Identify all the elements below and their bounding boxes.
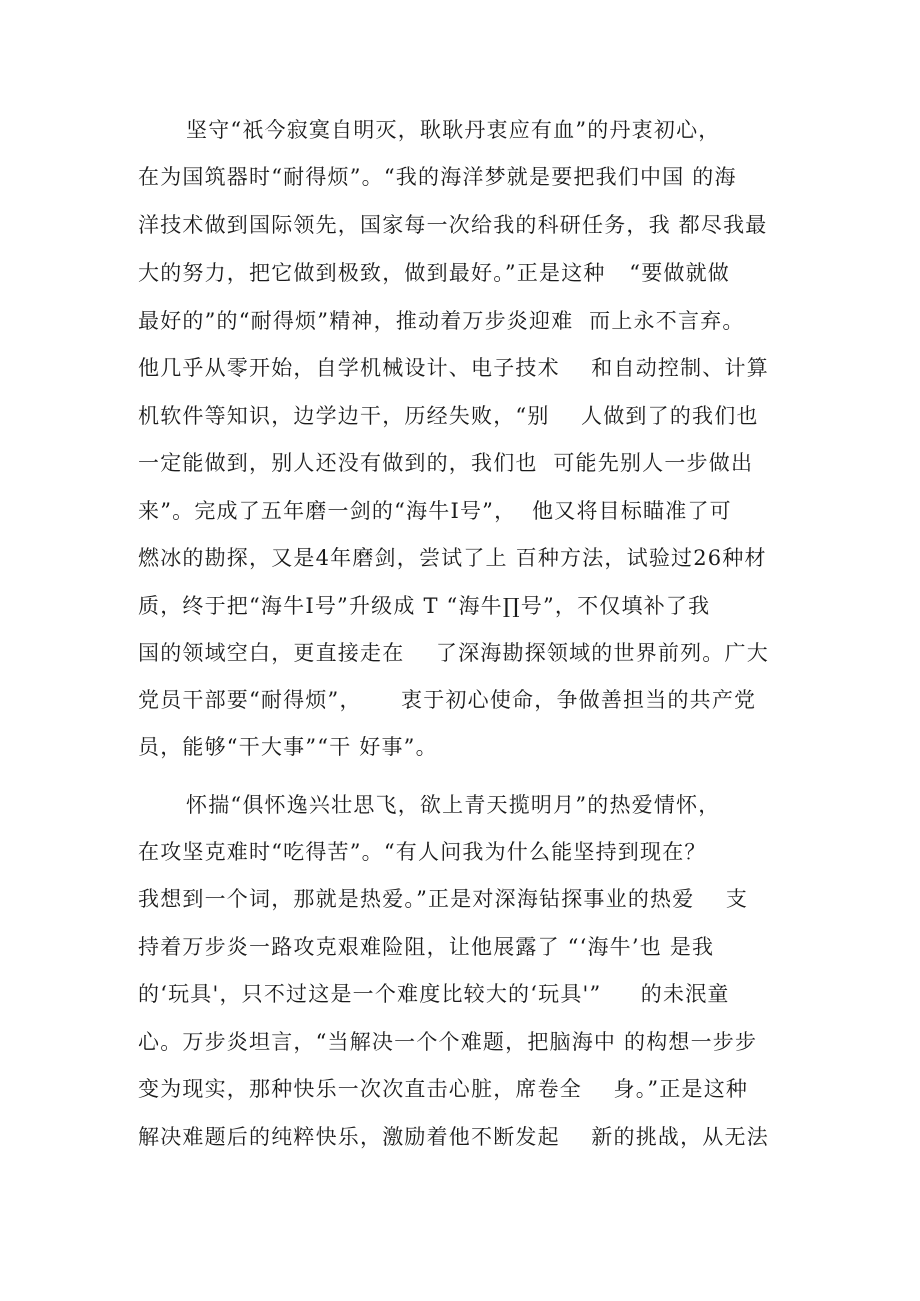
paragraph-line: 我想到一个词，那就是热爱。”正是对深海钻探事业的热爱 支: [138, 887, 749, 911]
paragraph-line: 员，能够“干大事”“干 好事”。: [138, 735, 438, 759]
paragraph-line: 质，终于把“海牛I号”升级成 T “海牛∏号”，不仅填补了我: [138, 594, 711, 618]
paragraph-line: 机软件等知识，边学边干，历经失败，“别 人做到了的我们也: [138, 404, 759, 428]
paragraph-line: 燃冰的勘探，又是4年磨剑，尝试了上 百种方法，试验过26种材: [138, 546, 767, 570]
paragraph-line: 党员干部要“耐得烦”， 衷于初心使命，争做善担当的共产党: [138, 688, 757, 712]
paragraph-line: 一定能做到，别人还没有做到的，我们也 可能先别人一步做出: [138, 451, 754, 475]
paragraph-line: 坚守“祇今寂寞自明灭，耿耿丹衷应有血”的丹衷初心，: [186, 118, 721, 142]
paragraph-line: 来”。完成了五年磨一剑的“海牛I号”， 他又将目标瞄准了可: [138, 499, 732, 523]
paragraph-line: 国的领域空白，更直接走在 了深海勘探领域的世界前列。广大: [138, 641, 769, 665]
paragraph-line: 最好的”的“耐得烦”精神，推动着万步炎迎难 而上永不言弃。: [138, 309, 745, 333]
paragraph-line: 持着万步炎一路攻克艰难险阻，让他展露了 “‘海牛’也 是我: [138, 935, 715, 959]
paragraph-line: 他几乎从零开始，自学机械设计、电子技术 和自动控制、计算: [138, 356, 769, 380]
paragraph-line: 心。万步炎坦言，“当解决一个个难题，把脑海中 的构想一步步: [138, 1030, 758, 1054]
paragraph-line: 洋技术做到国际领先，国家每一次给我的科研任务，我 都尽我最: [138, 213, 768, 237]
paragraph-line: 在攻坚克难时“吃得苦”。“有人问我为什么能坚持到现在？: [138, 840, 707, 864]
paragraph-line: 在为国筑器时“耐得烦”。“我的海洋梦就是要把我们中国 的海: [138, 165, 737, 189]
paragraph-line: 大的努力，把它做到极致，做到最好。”正是这种 “要做就做: [138, 261, 730, 285]
paragraph-line: 变为现实，那种快乐一次次直击心脏，席卷全 身。”正是这种: [138, 1077, 749, 1101]
paragraph-line: 怀揣“俱怀逸兴壮思飞，欲上青天揽明月”的热爱情怀，: [186, 793, 721, 817]
paragraph-line: 解决难题后的纯粹快乐，激励着他不断发起 新的挑战，从无法: [138, 1125, 769, 1149]
paragraph-line: 的‘玩具'，只不过这是一个难度比较大的‘玩具'” 的未泯童: [138, 982, 730, 1006]
